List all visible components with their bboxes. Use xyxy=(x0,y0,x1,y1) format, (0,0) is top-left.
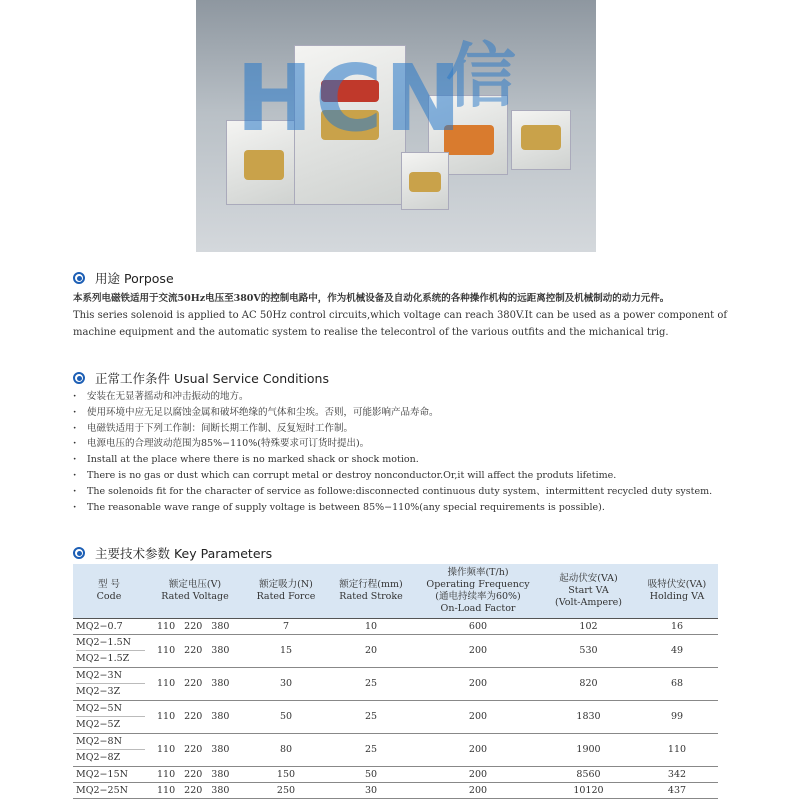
frequency-cell: 200 xyxy=(415,733,541,766)
purpose-cn-text: 本系列电磁铁适用于交流50Hz电压至380V的控制电路中，作为机械设备及自动化系统的各种操作机构的远距离控制及机械制动的动力元件。 xyxy=(73,293,670,304)
code-cell: MQ2−1.5N MQ2−1.5Z xyxy=(73,634,145,667)
conditions-title: 正常工作条件 Usual Service Conditions xyxy=(95,371,329,386)
parameters-table xyxy=(73,564,718,799)
force-cell: 50 xyxy=(245,700,327,733)
voltage-cell: 110 220 380 xyxy=(145,634,245,667)
conditions-header xyxy=(73,369,329,387)
code-cell: MQ2−3N MQ2−3Z xyxy=(73,667,145,700)
frequency-cell: 200 xyxy=(415,634,541,667)
table-row xyxy=(73,618,718,634)
voltage-cell: 110 220 380 xyxy=(145,667,245,700)
condition-item: · The solenoids fit for the character of service as followe:disconnected continuous duty system、intermittent recycled duty system. xyxy=(73,484,712,500)
start-va-cell: 102 xyxy=(541,618,636,634)
stroke-cell: 25 xyxy=(327,733,415,766)
frequency-cell: 200 xyxy=(415,782,541,798)
stroke-cell: 50 xyxy=(327,766,415,782)
table-row xyxy=(73,733,718,766)
start-va-cell: 820 xyxy=(541,667,636,700)
force-cell: 80 xyxy=(245,733,327,766)
holding-va-cell: 16 xyxy=(636,618,718,634)
holding-va-cell: 437 xyxy=(636,782,718,798)
condition-item: · 电磁铁适用于下列工作制：间断长期工作制、反复短时工作制。 xyxy=(73,421,712,437)
start-va-cell: 1900 xyxy=(541,733,636,766)
table-row xyxy=(73,700,718,733)
force-cell: 30 xyxy=(245,667,327,700)
table-row xyxy=(73,634,718,667)
stroke-cell: 25 xyxy=(327,700,415,733)
holding-va-cell: 68 xyxy=(636,667,718,700)
col-voltage: 额定电压(V) Rated Voltage xyxy=(145,564,245,618)
condition-item: · 安装在无显著摇动和冲击振动的地方。 xyxy=(73,389,712,405)
start-va-cell: 10120 xyxy=(541,782,636,798)
condition-item: · 电源电压的合理波动范围为85%−110%(特殊要求可订货时提出)。 xyxy=(73,436,712,452)
condition-item: · The reasonable wave range of supply voltage is between 85%−110%(any special requirements is possible). xyxy=(73,500,712,516)
voltage-cell: 110 220 380 xyxy=(145,733,245,766)
holding-va-cell: 99 xyxy=(636,700,718,733)
col-start-va: 起动伏安(VA) Start VA (Volt-Ampere) xyxy=(541,564,636,618)
start-va-cell: 8560 xyxy=(541,766,636,782)
col-code: 型 号 Code xyxy=(73,564,145,618)
force-cell: 150 xyxy=(245,766,327,782)
voltage-cell: 110 220 380 xyxy=(145,766,245,782)
start-va-cell: 530 xyxy=(541,634,636,667)
stroke-cell: 30 xyxy=(327,782,415,798)
force-cell: 7 xyxy=(245,618,327,634)
holding-va-cell: 49 xyxy=(636,634,718,667)
code-cell: MQ2−25N xyxy=(73,782,145,798)
col-stroke: 额定行程(mm) Rated Stroke xyxy=(327,564,415,618)
code-cell: MQ2−8N MQ2−8Z xyxy=(73,733,145,766)
conditions-list xyxy=(73,389,712,515)
section-bullet-icon xyxy=(73,372,85,384)
purpose-title: 用途 Porpose xyxy=(95,271,174,286)
code-cell: MQ2−5N MQ2−5Z xyxy=(73,700,145,733)
frequency-cell: 200 xyxy=(415,667,541,700)
watermark-logo: HCN xyxy=(236,45,464,152)
table-row xyxy=(73,766,718,782)
col-force: 额定吸力(N) Rated Force xyxy=(245,564,327,618)
voltage-cell: 110 220 380 xyxy=(145,700,245,733)
stroke-cell: 25 xyxy=(327,667,415,700)
product-photo xyxy=(196,0,596,252)
parameters-header xyxy=(73,544,272,562)
col-holding-va: 吸特伏安(VA) Holding VA xyxy=(636,564,718,618)
stroke-cell: 20 xyxy=(327,634,415,667)
condition-item: · 使用环境中应无足以腐蚀金属和破坏绝缘的气体和尘埃。否则，可能影响产品寿命。 xyxy=(73,405,712,421)
force-cell: 15 xyxy=(245,634,327,667)
voltage-cell: 110 220 380 xyxy=(145,618,245,634)
frequency-cell: 200 xyxy=(415,766,541,782)
section-bullet-icon xyxy=(73,272,85,284)
stroke-cell: 10 xyxy=(327,618,415,634)
start-va-cell: 1830 xyxy=(541,700,636,733)
voltage-cell: 110 220 380 xyxy=(145,782,245,798)
code-cell: MQ2−15N xyxy=(73,766,145,782)
parameters-title: 主要技术参数 Key Parameters xyxy=(95,546,273,561)
condition-item: · There is no gas or dust which can corrupt metal or destroy nonconductor.Or,it will affect the produts lifetime. xyxy=(73,468,712,484)
frequency-cell: 200 xyxy=(415,700,541,733)
col-frequency: 操作频率(T/h) Operating Frequency (通电持续率为60%) On-Load Factor xyxy=(415,564,541,618)
purpose-header xyxy=(73,269,174,287)
holding-va-cell: 110 xyxy=(636,733,718,766)
holding-va-cell: 342 xyxy=(636,766,718,782)
table-row xyxy=(73,667,718,700)
table-row xyxy=(73,782,718,798)
frequency-cell: 600 xyxy=(415,618,541,634)
code-cell: MQ2−0.7 xyxy=(73,618,145,634)
purpose-en-text: This series solenoid is applied to AC 50Hz control circuits,which voltage can reach 380V.It can be used as a power component of machine equipment and the automatic system to realise the telecontrol of the various outfits and the michanical trig. xyxy=(73,310,728,338)
watermark-logo-cn: 信 xyxy=(446,35,516,117)
force-cell: 250 xyxy=(245,782,327,798)
section-bullet-icon xyxy=(73,547,85,559)
table-header-row xyxy=(73,564,718,618)
condition-item: · Install at the place where there is no marked shack or shock motion. xyxy=(73,452,712,468)
